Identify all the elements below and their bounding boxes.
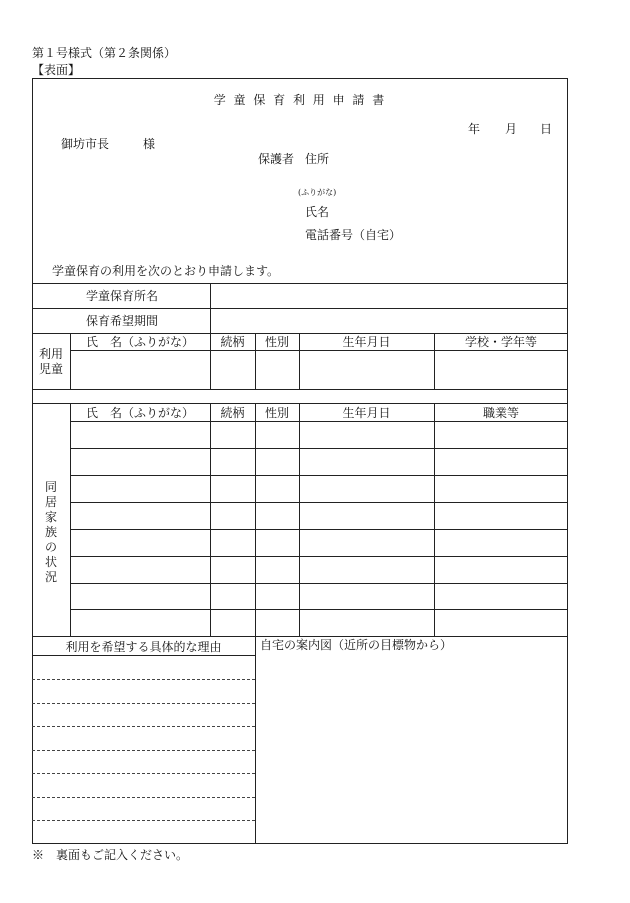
map-label: 自宅の案内図（近所の目標物から） bbox=[260, 638, 453, 652]
child-header-school: 学校・学年等 bbox=[464, 335, 537, 349]
rule-reason-header bbox=[32, 655, 255, 656]
child-header-sex: 性別 bbox=[264, 335, 289, 349]
rule-family-row bbox=[70, 609, 568, 610]
child-section-label-1: 利用 bbox=[38, 347, 63, 361]
rule-family-label-divider bbox=[70, 403, 71, 636]
form-title: 学 童 保 育 利 用 申 請 書 bbox=[213, 93, 387, 107]
rule-child-bottom bbox=[32, 389, 568, 390]
footnote: ※ 裏面もご記入ください。 bbox=[32, 848, 189, 862]
rule-family-bottom bbox=[32, 636, 568, 637]
family-header-occupation: 職業等 bbox=[482, 406, 519, 420]
family-label-char: 家 bbox=[44, 510, 57, 524]
child-header-name: 氏 名（ふりがな） bbox=[85, 335, 194, 349]
facility-label: 学童保育所名 bbox=[86, 289, 159, 303]
reason-line bbox=[32, 750, 255, 751]
period-label: 保育希望期間 bbox=[86, 314, 159, 328]
rule-family-header bbox=[70, 421, 568, 422]
rule-family-col1 bbox=[210, 403, 211, 636]
addressee: 御坊市長 bbox=[61, 137, 110, 151]
rule-facility-bottom bbox=[32, 308, 568, 309]
rule-family-row bbox=[70, 502, 568, 503]
date-day-label: 日 bbox=[540, 122, 553, 136]
reason-line bbox=[32, 820, 255, 821]
reason-line bbox=[32, 773, 255, 774]
family-label-char: 居 bbox=[44, 495, 57, 509]
addressee-suffix: 様 bbox=[143, 137, 156, 151]
date-year-label: 年 bbox=[468, 122, 481, 136]
rule-family-row bbox=[70, 448, 568, 449]
rule-family-row bbox=[70, 475, 568, 476]
reason-label: 利用を希望する具体的な理由 bbox=[65, 640, 222, 654]
rule-family-row bbox=[70, 529, 568, 530]
side-label: 【表面】 bbox=[32, 63, 81, 77]
child-header-birthdate: 生年月日 bbox=[342, 335, 391, 349]
guardian-label: 保護者 bbox=[258, 152, 295, 166]
family-label-char: 況 bbox=[44, 570, 57, 584]
family-label-char: の bbox=[44, 540, 57, 554]
family-header-relation: 続柄 bbox=[220, 406, 245, 420]
date-month-label: 月 bbox=[505, 122, 518, 136]
guardian-address-label: 住所 bbox=[305, 152, 330, 166]
rule-family-col4 bbox=[434, 403, 435, 636]
rule-period-bottom bbox=[32, 333, 568, 334]
family-label-char: 状 bbox=[44, 555, 57, 569]
child-section-label-2: 児童 bbox=[38, 362, 63, 376]
rule-facility-divider bbox=[210, 283, 211, 333]
rule-family-top bbox=[32, 403, 568, 404]
rule-family-col3 bbox=[299, 403, 300, 636]
reason-line bbox=[32, 797, 255, 798]
family-label-char: 族 bbox=[44, 525, 57, 539]
family-header-name: 氏 名（ふりがな） bbox=[85, 406, 194, 420]
reason-line bbox=[32, 703, 255, 704]
rule-family-row bbox=[70, 556, 568, 557]
rule-family-row bbox=[70, 583, 568, 584]
reason-line bbox=[32, 679, 255, 680]
guardian-furigana-label: (ふりがな) bbox=[298, 188, 337, 197]
guardian-phone-label: 電話番号（自宅） bbox=[305, 228, 402, 242]
rule-reason-map-divider bbox=[255, 636, 256, 844]
family-section-label bbox=[44, 480, 58, 585]
child-header-relation: 続柄 bbox=[220, 335, 245, 349]
intro-text: 学童保育の利用を次のとおり申請します。 bbox=[52, 264, 280, 278]
guardian-name-label: 氏名 bbox=[305, 205, 330, 219]
rule-child-header bbox=[70, 350, 568, 351]
reason-line bbox=[32, 726, 255, 727]
rule-facility-top bbox=[32, 283, 568, 284]
family-header-birthdate: 生年月日 bbox=[342, 406, 391, 420]
rule-family-col2 bbox=[255, 403, 256, 636]
family-header-sex: 性別 bbox=[264, 406, 289, 420]
form-number: 第１号様式（第２条関係） bbox=[32, 46, 177, 60]
family-label-char: 同 bbox=[44, 480, 57, 494]
